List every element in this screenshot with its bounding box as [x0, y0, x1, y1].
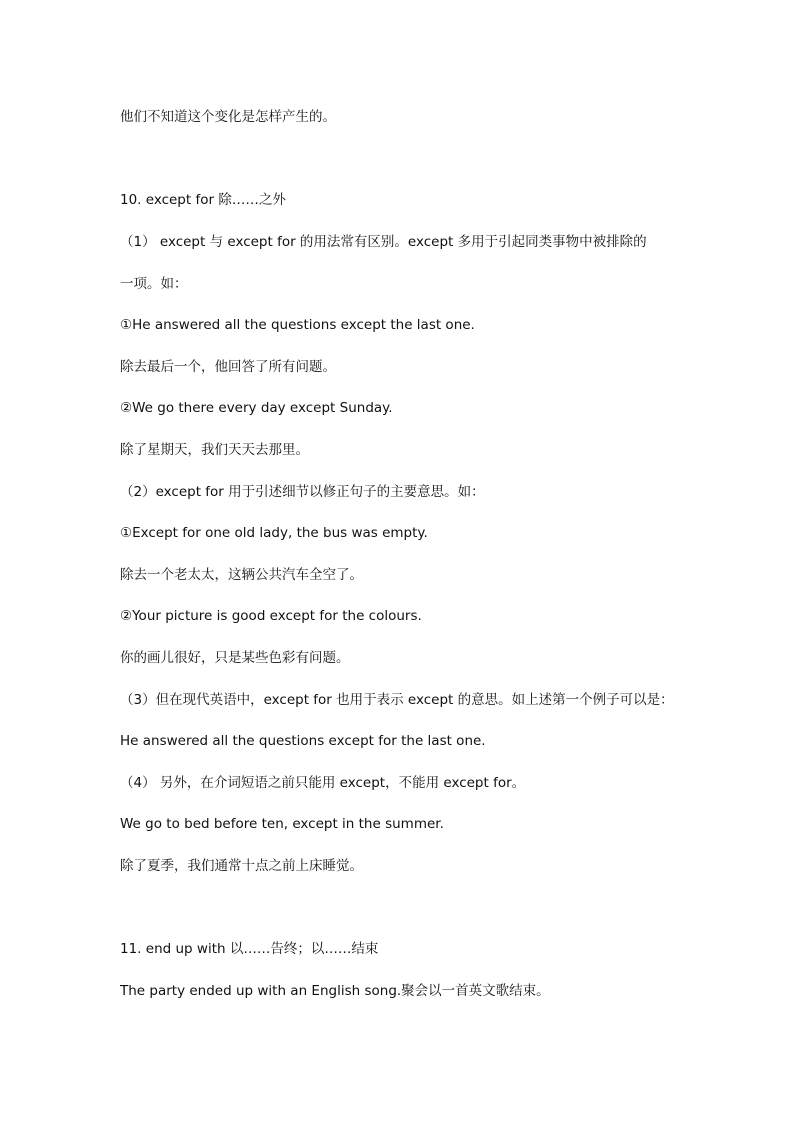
example-translation-3: 除去一个老太太，这辆公共汽车全空了。	[120, 567, 363, 583]
example-sentence-7: The party ended up with an English song.聚会以一首英文歌结束。	[120, 983, 550, 999]
example-translation-2: 除了星期天，我们天天去那里。	[120, 442, 309, 458]
text-line-9: （2）except for 用于引述细节以修正句子的主要意思。如：	[120, 484, 485, 500]
text-line-1: 他们不知道这个变化是怎样产生的。	[120, 109, 336, 125]
section-heading-11: 11. end up with 以……告终；以……结束	[120, 941, 379, 957]
example-sentence-3: ①Except for one old lady, the bus was empty.	[120, 525, 428, 541]
text-line-3: （1） except 与 except for 的用法常有区别。except 多用于引起同类事物中被排除的	[120, 234, 647, 250]
example-sentence-5: He answered all the questions except for the last one.	[120, 733, 486, 749]
example-sentence-6: We go to bed before ten, except in the summer.	[120, 816, 444, 832]
example-translation-4: 你的画儿很好，只是某些色彩有问题。	[120, 650, 350, 666]
example-sentence-4: ②Your picture is good except for the colours.	[120, 608, 422, 624]
text-line-4: 一项。如：	[120, 276, 188, 292]
example-translation-1: 除去最后一个，他回答了所有问题。	[120, 359, 336, 375]
example-sentence-2: ②We go there every day except Sunday.	[120, 400, 393, 416]
text-line-16: （4） 另外，在介词短语之前只能用 except，不能用 except for。	[120, 775, 526, 791]
example-sentence-1: ①He answered all the questions except the last one.	[120, 317, 475, 333]
text-line-14: （3）但在现代英语中，except for 也用于表示 except 的意思。如上述第一个例子可以是：	[120, 692, 674, 708]
section-heading-10: 10. except for 除……之外	[120, 192, 286, 208]
example-translation-6: 除了夏季，我们通常十点之前上床睡觉。	[120, 858, 363, 874]
